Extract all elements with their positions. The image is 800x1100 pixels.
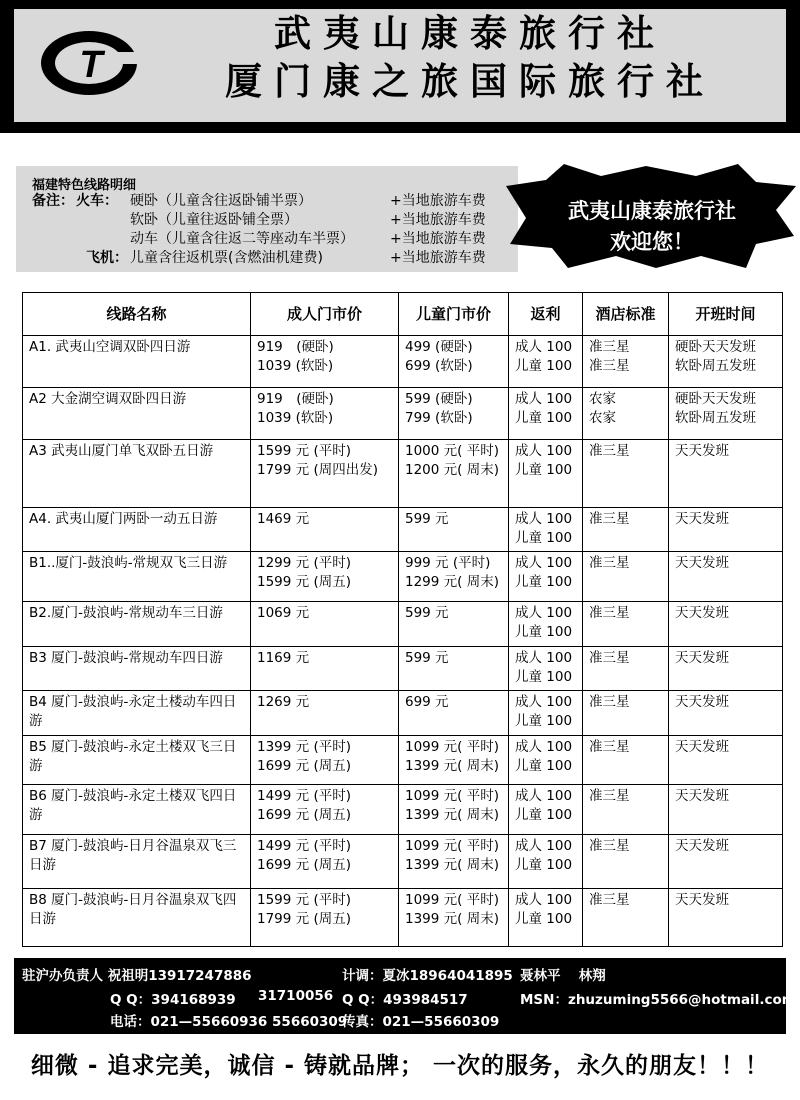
adult-price-cell-line: 1499 元 (平时) bbox=[257, 838, 351, 855]
contact-footer bbox=[14, 958, 796, 1034]
header-adult-price: 成人门市价 bbox=[251, 293, 399, 336]
rebate-cell-line: 儿童 100 bbox=[515, 529, 573, 546]
hotel-standard-cell-line: 准三星 bbox=[589, 738, 630, 755]
welcome-text bbox=[530, 196, 774, 258]
hotel-standard-cell-line: 农家 bbox=[589, 390, 616, 407]
schedule-cell-line: 天天发班 bbox=[675, 694, 729, 711]
adult-price-cell bbox=[251, 646, 399, 691]
child-price-cell-line: 699 元 bbox=[405, 694, 449, 711]
route-name-cell: B7 厦门-鼓浪屿-日月谷温泉双飞三日游 bbox=[23, 835, 251, 889]
header-child-price: 儿童门市价 bbox=[399, 293, 509, 336]
table-row bbox=[23, 785, 783, 835]
child-price-cell bbox=[399, 691, 509, 736]
rebate-cell bbox=[509, 552, 583, 602]
adult-price-cell-line: 919 (硬卧) bbox=[257, 390, 334, 407]
schedule-cell bbox=[669, 735, 783, 785]
route-name-cell: B2.厦门-鼓浪屿-常规动车三日游 bbox=[23, 602, 251, 647]
schedule-cell bbox=[669, 602, 783, 647]
rebate-cell-line: 儿童 100 bbox=[515, 857, 573, 874]
adult-price-cell-line: 1499 元 (平时) bbox=[257, 788, 351, 805]
hotel-standard-cell bbox=[583, 387, 669, 439]
hotel-standard-cell-line: 准三星 bbox=[589, 788, 630, 805]
price-table bbox=[22, 292, 783, 947]
remark-label: 备注： bbox=[32, 193, 74, 209]
rebate-cell-line: 儿童 100 bbox=[515, 713, 573, 730]
rebate-cell-line: 儿童 100 bbox=[515, 910, 573, 927]
adult-price-cell bbox=[251, 439, 399, 507]
plane-label: 飞机： bbox=[86, 250, 128, 266]
child-price-cell bbox=[399, 785, 509, 835]
hotel-standard-cell bbox=[583, 835, 669, 889]
schedule-cell-line: 天天发班 bbox=[675, 649, 729, 666]
table-row bbox=[23, 602, 783, 647]
adult-price-cell-line: 1069 元 bbox=[257, 605, 310, 622]
schedule-cell bbox=[669, 439, 783, 507]
fax-number: 传真：021—55660309 bbox=[342, 1014, 500, 1030]
child-price-cell-line: 999 元 (平时) bbox=[405, 555, 491, 572]
rebate-cell-line: 成人 100 bbox=[515, 555, 573, 572]
rebate-cell bbox=[509, 888, 583, 946]
child-price-cell bbox=[399, 888, 509, 946]
rebate-cell-line: 儿童 100 bbox=[515, 624, 573, 641]
schedule-cell bbox=[669, 835, 783, 889]
child-price-cell-line: 499 (硬卧) bbox=[405, 339, 473, 355]
header-hotel: 酒店标准 bbox=[583, 293, 669, 336]
child-price-cell bbox=[399, 646, 509, 691]
child-price-cell-line: 1099 元( 平时) bbox=[405, 891, 499, 908]
schedule-cell bbox=[669, 785, 783, 835]
child-price-cell-line: 1200 元( 周末) bbox=[405, 461, 499, 478]
table-row bbox=[23, 691, 783, 736]
adult-price-cell bbox=[251, 835, 399, 889]
schedule-cell-line: 硬卧天天发班 bbox=[675, 339, 756, 355]
title-line-2: 厦门康之旅国际旅行社 bbox=[225, 60, 715, 103]
schedule-cell-line: 软卧周五发班 bbox=[675, 358, 756, 374]
adult-price-cell-line: 1699 元 (周五) bbox=[257, 857, 351, 874]
route-name-cell: B8 厦门-鼓浪屿-日月谷温泉双飞四日游 bbox=[23, 888, 251, 946]
extra-fee-1: +当地旅游车费 bbox=[390, 193, 486, 209]
child-price-cell bbox=[399, 387, 509, 439]
schedule-cell bbox=[669, 336, 783, 388]
table-row bbox=[23, 552, 783, 602]
adult-price-cell-line: 1599 元 (平时) bbox=[257, 442, 351, 459]
schedule-cell-line: 天天发班 bbox=[675, 838, 729, 855]
rebate-cell-line: 儿童 100 bbox=[515, 461, 573, 478]
rebate-cell bbox=[509, 507, 583, 552]
table-row bbox=[23, 439, 783, 507]
table-row bbox=[23, 835, 783, 889]
child-price-cell-line: 1099 元( 平时) bbox=[405, 838, 499, 855]
company-logo-icon bbox=[40, 30, 138, 96]
schedule-cell bbox=[669, 691, 783, 736]
hotel-standard-cell-line: 准三星 bbox=[589, 694, 630, 711]
hotel-standard-cell bbox=[583, 336, 669, 388]
hotel-standard-cell bbox=[583, 439, 669, 507]
adult-price-cell bbox=[251, 336, 399, 388]
rebate-cell bbox=[509, 646, 583, 691]
schedule-cell bbox=[669, 552, 783, 602]
rebate-cell bbox=[509, 602, 583, 647]
train-hard-sleeper: 硬卧（儿童含往返卧铺半票） bbox=[130, 193, 312, 209]
rebate-cell-line: 儿童 100 bbox=[515, 807, 573, 824]
adult-price-cell-line: 919 (硬卧) bbox=[257, 339, 334, 355]
rebate-cell-line: 儿童 100 bbox=[515, 358, 573, 374]
adult-price-cell-line: 1039 (软卧) bbox=[257, 409, 334, 426]
adult-price-cell bbox=[251, 387, 399, 439]
adult-price-cell bbox=[251, 888, 399, 946]
rebate-cell-line: 儿童 100 bbox=[515, 574, 573, 591]
rebate-cell-line: 成人 100 bbox=[515, 339, 573, 355]
schedule-cell-line: 软卧周五发班 bbox=[675, 409, 756, 426]
adult-price-cell-line: 1699 元 (周五) bbox=[257, 757, 351, 774]
train-label: 火车： bbox=[76, 193, 118, 209]
hotel-standard-cell-line: 准三星 bbox=[589, 649, 630, 666]
adult-price-cell-line: 1299 元 (平时) bbox=[257, 555, 351, 572]
qq-number-1: Q Q：394168939 bbox=[110, 992, 236, 1008]
adult-price-cell bbox=[251, 785, 399, 835]
rebate-cell bbox=[509, 336, 583, 388]
adult-price-cell-line: 1269 元 bbox=[257, 694, 310, 711]
office-head: 驻沪办负责人 祝祖明13917247886 bbox=[22, 968, 252, 984]
header-schedule: 开班时间 bbox=[669, 293, 783, 336]
route-name-cell: B3 厦门-鼓浪屿-常规动车四日游 bbox=[23, 646, 251, 691]
hotel-standard-cell-line: 准三星 bbox=[589, 442, 630, 459]
adult-price-cell-line: 1169 元 bbox=[257, 649, 310, 666]
rebate-cell bbox=[509, 735, 583, 785]
route-name-cell: A3 武夷山厦门单飞双卧五日游 bbox=[23, 439, 251, 507]
rebate-cell bbox=[509, 387, 583, 439]
rebate-cell bbox=[509, 691, 583, 736]
schedule-cell bbox=[669, 888, 783, 946]
child-price-cell bbox=[399, 835, 509, 889]
rebate-cell-line: 成人 100 bbox=[515, 442, 573, 459]
hotel-standard-cell-line: 准三星 bbox=[589, 605, 630, 622]
route-name-cell: B6 厦门-鼓浪屿-永定土楼双飞四日游 bbox=[23, 785, 251, 835]
rebate-cell-line: 成人 100 bbox=[515, 891, 573, 908]
schedule-cell bbox=[669, 646, 783, 691]
route-name-cell: A2 大金湖空调双卧四日游 bbox=[23, 387, 251, 439]
route-name-cell: B4 厦门-鼓浪屿-永定土楼动车四日游 bbox=[23, 691, 251, 736]
child-price-cell-line: 1000 元( 平时) bbox=[405, 442, 499, 459]
child-price-cell-line: 799 (软卧) bbox=[405, 409, 473, 426]
hotel-standard-cell bbox=[583, 735, 669, 785]
rebate-cell bbox=[509, 439, 583, 507]
child-price-cell-line: 1399 元( 周末) bbox=[405, 757, 499, 774]
qq-number-2: Q Q：493984517 bbox=[342, 992, 468, 1008]
table-row bbox=[23, 507, 783, 552]
hotel-standard-cell bbox=[583, 552, 669, 602]
schedule-cell-line: 天天发班 bbox=[675, 510, 729, 527]
adult-price-cell bbox=[251, 602, 399, 647]
child-price-cell-line: 1299 元( 周末) bbox=[405, 574, 499, 591]
phone-number: 电话：021—55660936 55660309 bbox=[110, 1014, 348, 1030]
table-header-row bbox=[23, 293, 783, 336]
schedule-cell-line: 天天发班 bbox=[675, 788, 729, 805]
hotel-standard-cell-line: 准三星 bbox=[589, 358, 630, 374]
schedule-cell bbox=[669, 387, 783, 439]
child-price-cell bbox=[399, 602, 509, 647]
header-rebate: 返利 bbox=[509, 293, 583, 336]
header-route: 线路名称 bbox=[23, 293, 251, 336]
hotel-standard-cell bbox=[583, 602, 669, 647]
table-row bbox=[23, 646, 783, 691]
hotel-standard-cell-line: 准三星 bbox=[589, 838, 630, 855]
hotel-standard-cell-line: 准三星 bbox=[589, 555, 630, 572]
rebate-cell bbox=[509, 835, 583, 889]
rebate-cell-line: 成人 100 bbox=[515, 649, 573, 666]
qq-number-1-extra: 31710056 bbox=[258, 988, 334, 1004]
adult-price-cell-line: 1599 元 (周五) bbox=[257, 574, 351, 591]
table-row bbox=[23, 387, 783, 439]
adult-price-cell bbox=[251, 691, 399, 736]
adult-price-cell-line: 1799 元 (周四出发) bbox=[257, 461, 378, 478]
adult-price-cell-line: 1039 (软卧) bbox=[257, 358, 334, 374]
rebate-cell-line: 儿童 100 bbox=[515, 757, 573, 774]
hotel-standard-cell bbox=[583, 691, 669, 736]
route-name-cell: A1. 武夷山空调双卧四日游 bbox=[23, 336, 251, 388]
rebate-cell-line: 儿童 100 bbox=[515, 668, 573, 685]
child-price-cell bbox=[399, 336, 509, 388]
rebate-cell-line: 成人 100 bbox=[515, 510, 573, 527]
planner-contact: 计调：夏冰18964041895 bbox=[342, 968, 513, 984]
hotel-standard-cell-line: 农家 bbox=[589, 409, 616, 426]
table-row bbox=[23, 735, 783, 785]
child-price-cell bbox=[399, 439, 509, 507]
adult-price-cell-line: 1799 元 (周五) bbox=[257, 910, 351, 927]
rebate-cell bbox=[509, 785, 583, 835]
hotel-standard-cell bbox=[583, 507, 669, 552]
hotel-standard-cell bbox=[583, 888, 669, 946]
schedule-cell-line: 天天发班 bbox=[675, 555, 729, 572]
child-price-cell bbox=[399, 552, 509, 602]
rebate-cell-line: 成人 100 bbox=[515, 390, 573, 407]
hotel-standard-cell-line: 准三星 bbox=[589, 510, 630, 527]
child-price-cell-line: 1399 元( 周末) bbox=[405, 857, 499, 874]
table-row bbox=[23, 336, 783, 388]
child-price-cell bbox=[399, 735, 509, 785]
child-price-cell-line: 1399 元( 周末) bbox=[405, 807, 499, 824]
welcome-line-2: 欢迎您！ bbox=[610, 230, 694, 254]
slogan: 细微 - 追求完美，诚信 - 铸就品牌； 一次的服务，永久的朋友！！！ bbox=[30, 1053, 770, 1079]
hotel-standard-cell-line: 准三星 bbox=[589, 339, 630, 355]
welcome-line-1: 武夷山康泰旅行社 bbox=[568, 199, 736, 223]
contact-names: 聂林平 林翔 bbox=[520, 968, 606, 984]
title-line-1: 武夷山康泰旅行社 bbox=[274, 12, 666, 55]
child-price-cell-line: 1099 元( 平时) bbox=[405, 738, 499, 755]
rebate-cell-line: 成人 100 bbox=[515, 788, 573, 805]
adult-price-cell bbox=[251, 735, 399, 785]
extra-fee-4: +当地旅游车费 bbox=[390, 250, 486, 266]
child-price-cell-line: 599 元 bbox=[405, 510, 449, 527]
adult-price-cell-line: 1699 元 (周五) bbox=[257, 807, 351, 824]
rebate-cell-line: 成人 100 bbox=[515, 694, 573, 711]
rebate-cell-line: 成人 100 bbox=[515, 605, 573, 622]
adult-price-cell bbox=[251, 552, 399, 602]
extra-fee-2: +当地旅游车费 bbox=[390, 212, 486, 228]
adult-price-cell bbox=[251, 507, 399, 552]
train-soft-sleeper: 软卧（儿童往返卧铺全票） bbox=[130, 212, 298, 228]
plane-text: 儿童含往返机票(含燃油机建费) bbox=[130, 250, 323, 266]
rebate-cell-line: 成人 100 bbox=[515, 838, 573, 855]
hotel-standard-cell bbox=[583, 785, 669, 835]
child-price-cell-line: 1399 元( 周末) bbox=[405, 910, 499, 927]
schedule-cell-line: 天天发班 bbox=[675, 605, 729, 622]
logo-letter: T bbox=[79, 44, 103, 86]
child-price-cell-line: 699 (软卧) bbox=[405, 358, 473, 374]
rebate-cell-line: 成人 100 bbox=[515, 738, 573, 755]
child-price-cell bbox=[399, 507, 509, 552]
child-price-cell-line: 1099 元( 平时) bbox=[405, 788, 499, 805]
hotel-standard-cell-line: 准三星 bbox=[589, 891, 630, 908]
adult-price-cell-line: 1399 元 (平时) bbox=[257, 738, 351, 755]
route-name-cell: B1..厦门-鼓浪屿-常规双飞三日游 bbox=[23, 552, 251, 602]
schedule-cell-line: 天天发班 bbox=[675, 442, 729, 459]
msn-address: MSN：zhuzuming5566@hotmail.com bbox=[520, 992, 796, 1008]
adult-price-cell-line: 1599 元 (平时) bbox=[257, 891, 351, 908]
schedule-cell-line: 硬卧天天发班 bbox=[675, 390, 756, 407]
extra-fee-3: +当地旅游车费 bbox=[390, 231, 486, 247]
table-row bbox=[23, 888, 783, 946]
child-price-cell-line: 599 (硬卧) bbox=[405, 390, 473, 407]
rebate-cell-line: 儿童 100 bbox=[515, 409, 573, 426]
child-price-cell-line: 599 元 bbox=[405, 605, 449, 622]
schedule-cell bbox=[669, 507, 783, 552]
schedule-cell-line: 天天发班 bbox=[675, 738, 729, 755]
schedule-cell-line: 天天发班 bbox=[675, 891, 729, 908]
hotel-standard-cell bbox=[583, 646, 669, 691]
notes-title: 福建特色线路明细 bbox=[32, 178, 137, 193]
adult-price-cell-line: 1469 元 bbox=[257, 510, 310, 527]
train-high-speed: 动车（儿童含往返二等座动车半票） bbox=[130, 231, 354, 247]
route-name-cell: A4. 武夷山厦门两卧一动五日游 bbox=[23, 507, 251, 552]
route-name-cell: B5 厦门-鼓浪屿-永定土楼双飞三日游 bbox=[23, 735, 251, 785]
child-price-cell-line: 599 元 bbox=[405, 649, 449, 666]
